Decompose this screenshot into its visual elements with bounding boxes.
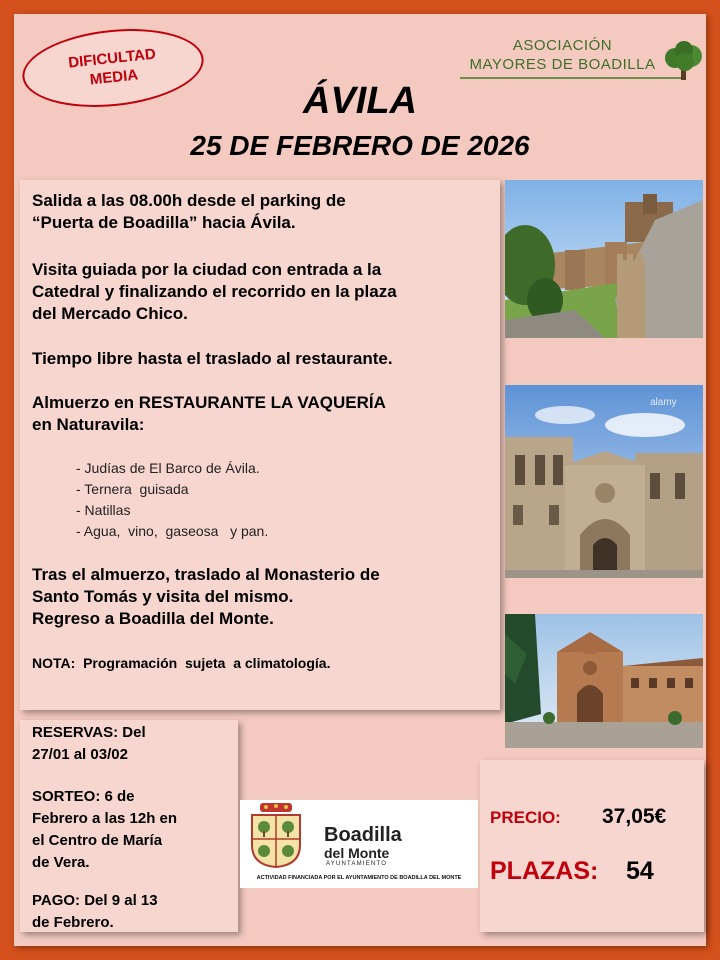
association-line-2: MAYORES DE BOADILLA — [469, 56, 656, 73]
price-label: PRECIO: — [490, 808, 561, 827]
draw-line: el Centro de María — [32, 832, 163, 849]
photo-city-walls — [505, 180, 703, 338]
logo-name-2: del Monte — [324, 845, 390, 861]
draw-line: de Vera. — [32, 854, 90, 871]
coat-of-arms-icon — [246, 803, 306, 869]
photo-cathedral — [505, 385, 703, 578]
photo-monastery — [505, 614, 703, 748]
badge-line-2: MEDIA — [89, 66, 139, 89]
draw-line: Febrero a las 12h en — [32, 810, 178, 827]
tree-icon — [663, 40, 705, 82]
logo-name-3: AYUNTAMIENTO — [326, 861, 388, 867]
menu-item: - Natillas — [76, 502, 131, 518]
booking-info-box — [20, 720, 238, 932]
photo-watermark: alamy — [650, 397, 677, 408]
itinerary-line: Tras el almuerzo, traslado al Monasterio de — [32, 565, 380, 584]
itinerary-box — [20, 180, 500, 710]
places-label: PLAZAS: — [490, 857, 599, 885]
page-title: ÁVILA — [303, 80, 417, 122]
logo-footer: ACTIVIDAD FINANCIADA POR EL AYUNTAMIENTO DE BOADILLA DEL MONTE — [256, 875, 462, 881]
itinerary-line: Catedral y finalizando el recorrido en la plaza — [32, 282, 397, 301]
places-value: 54 — [626, 857, 654, 885]
itinerary-line: Santo Tomás y visita del mismo. — [32, 587, 294, 606]
menu-item: - Judías de El Barco de Ávila. — [76, 460, 260, 476]
itinerary-line: Tiempo libre hasta el traslado al restaurante. — [32, 349, 393, 368]
logo-name-1: Boadilla — [324, 824, 402, 846]
itinerary-line: Almuerzo en RESTAURANTE LA VAQUERÍA — [32, 393, 386, 412]
city-council-logo — [240, 800, 478, 888]
itinerary-line: “Puerta de Boadilla” hacia Ávila. — [32, 213, 296, 232]
itinerary-line: del Mercado Chico. — [32, 304, 188, 323]
association-underline — [460, 77, 685, 79]
association-name — [460, 36, 665, 74]
weather-note: NOTA: Programación sujeta a climatología. — [32, 655, 331, 671]
association-line-1: ASOCIACIÓN — [512, 37, 613, 54]
lunch-menu — [76, 458, 268, 542]
event-date: 25 DE FEBRERO DE 2026 — [190, 130, 530, 161]
itinerary-line: Regreso a Boadilla del Monte. — [32, 609, 274, 628]
reservations-dates: 27/01 al 03/02 — [32, 746, 128, 763]
pricing-box — [480, 760, 704, 932]
itinerary-line: Salida a las 08.00h desde el parking de — [32, 191, 346, 210]
itinerary-line: en Naturavila: — [32, 415, 145, 434]
badge-line-1: DIFICULTAD — [67, 45, 157, 72]
draw-line: SORTEO: 6 de — [32, 788, 135, 805]
price-value: 37,05€ — [602, 805, 667, 828]
reservations-line: RESERVAS: Del — [32, 724, 146, 741]
menu-item: - Agua, vino, gaseosa y pan. — [76, 523, 269, 539]
payment-line: de Febrero. — [32, 914, 114, 931]
payment-line: PAGO: Del 9 al 13 — [32, 892, 158, 909]
menu-item: - Ternera guisada — [76, 481, 189, 497]
itinerary-line: Visita guiada por la ciudad con entrada a la — [32, 260, 382, 279]
